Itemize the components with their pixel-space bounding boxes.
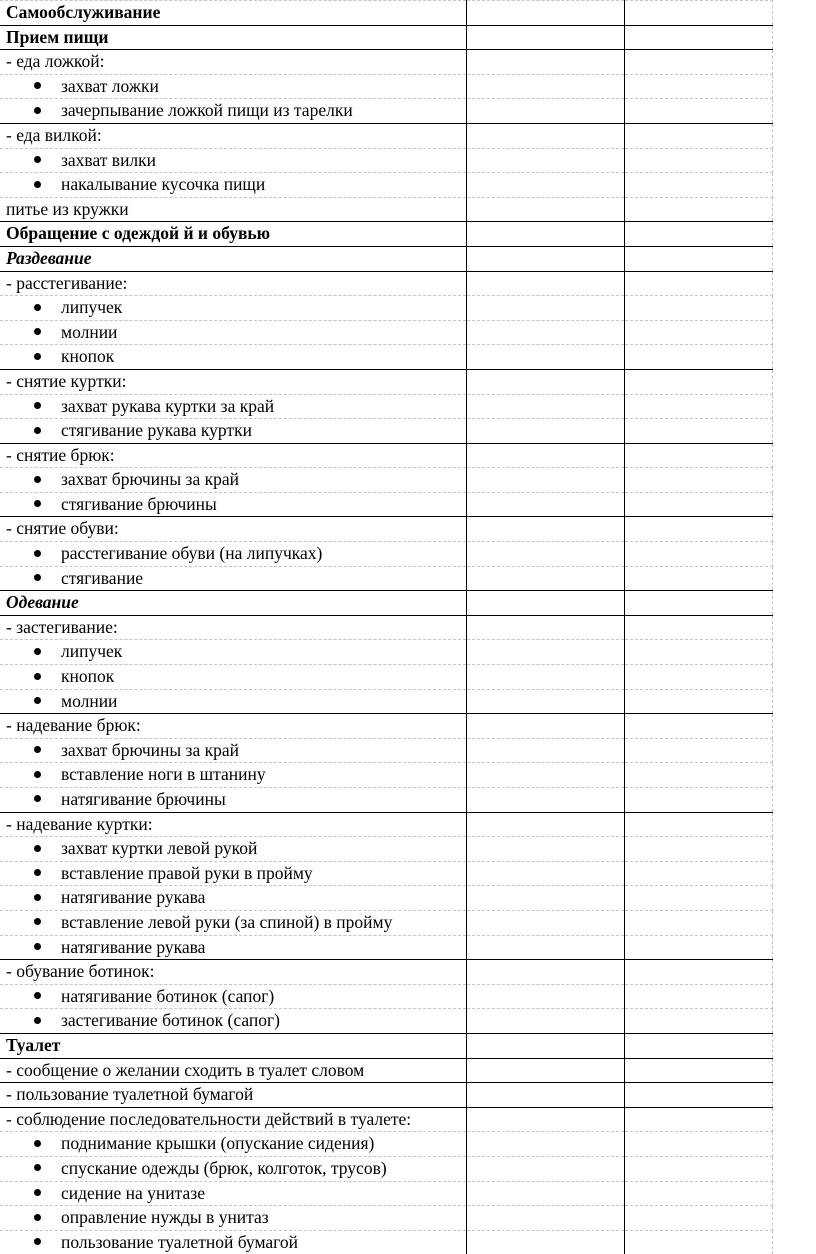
bullet-row [0, 173, 772, 198]
skill-cell [0, 123, 466, 148]
item-row [0, 1107, 772, 1132]
bullet-icon [34, 156, 41, 163]
skill-cell [0, 246, 466, 271]
skill-cell [0, 665, 466, 690]
skill-text: захват брючины за край [61, 740, 239, 760]
skill-cell [0, 443, 466, 468]
mark-cell-2[interactable] [624, 714, 772, 739]
mark-cell-1[interactable] [466, 910, 624, 935]
mark-cell-1[interactable] [466, 492, 624, 517]
skill-text: накалывание кусочка пищи [61, 174, 265, 194]
skill-cell [0, 222, 466, 247]
bullet-row [0, 419, 772, 444]
mark-cell-1[interactable] [466, 222, 624, 247]
item-row [0, 960, 772, 985]
mark-cell-1[interactable] [466, 566, 624, 591]
bullet-row [0, 837, 772, 862]
skill-cell [0, 1058, 466, 1083]
mark-cell-1[interactable] [466, 25, 624, 50]
skill-text: захват ложки [61, 76, 159, 96]
skill-cell [0, 296, 466, 321]
bullet-row [0, 788, 772, 813]
item-row [0, 123, 772, 148]
mark-cell-2[interactable] [624, 296, 772, 321]
bullet-row [0, 861, 772, 886]
skill-text: - пользование туалетной бумагой [6, 1084, 253, 1104]
mark-cell-2[interactable] [624, 517, 772, 542]
skill-cell [0, 320, 466, 345]
mark-cell-2[interactable] [624, 1132, 772, 1157]
item-row [0, 443, 772, 468]
mark-cell-2[interactable] [624, 369, 772, 394]
mark-cell-2[interactable] [624, 689, 772, 714]
mark-cell-2[interactable] [624, 50, 772, 75]
bullet-row [0, 99, 772, 124]
mark-cell-2[interactable] [624, 1, 772, 26]
skill-cell [0, 369, 466, 394]
skill-cell [0, 1009, 466, 1034]
skill-cell [0, 689, 466, 714]
bullet-icon [34, 894, 41, 901]
mark-cell-1[interactable] [466, 197, 624, 222]
skill-text: Одевание [6, 592, 79, 612]
mark-cell-1[interactable] [466, 861, 624, 886]
mark-cell-1[interactable] [466, 517, 624, 542]
bullet-icon [34, 845, 41, 852]
bullet-row [0, 1230, 772, 1254]
mark-cell-1[interactable] [466, 960, 624, 985]
mark-cell-2[interactable] [624, 763, 772, 788]
mark-cell-2[interactable] [624, 1083, 772, 1108]
bullet-icon [34, 1140, 41, 1147]
skill-cell [0, 861, 466, 886]
skill-cell [0, 542, 466, 567]
skill-text: натягивание рукава [61, 937, 205, 957]
skill-text: стягивание брючины [61, 494, 217, 514]
mark-cell-2[interactable] [624, 1009, 772, 1034]
bullet-row [0, 763, 772, 788]
bullet-icon [34, 992, 41, 999]
skill-cell [0, 591, 466, 616]
skill-text: питье из кружки [6, 199, 129, 219]
bullet-icon [34, 500, 41, 507]
skill-cell [0, 1206, 466, 1231]
mark-cell-2[interactable] [624, 320, 772, 345]
skill-cell [0, 566, 466, 591]
bullet-icon [34, 1017, 41, 1024]
skill-text: застегивание ботинок (сапог) [61, 1010, 280, 1030]
skill-text: молнии [61, 322, 117, 342]
bullet-icon [34, 648, 41, 655]
skill-cell [0, 419, 466, 444]
skill-cell [0, 148, 466, 173]
item-row [0, 197, 772, 222]
skill-text: Самообслуживание [6, 2, 160, 22]
bullet-row [0, 1181, 772, 1206]
skill-text: натягивание ботинок (сапог) [61, 986, 274, 1006]
skill-text: кнопок [61, 346, 114, 366]
mark-cell-1[interactable] [466, 1181, 624, 1206]
bullet-icon [34, 82, 41, 89]
bullet-icon [34, 746, 41, 753]
mark-cell-2[interactable] [624, 1107, 772, 1132]
bullet-row [0, 886, 772, 911]
mark-cell-2[interactable] [624, 246, 772, 271]
skill-text: липучек [61, 297, 122, 317]
section-row [0, 1033, 772, 1058]
bullet-row [0, 566, 772, 591]
bullet-row [0, 640, 772, 665]
item-row [0, 812, 772, 837]
skill-text: - застегивание: [6, 617, 118, 637]
skill-cell [0, 615, 466, 640]
mark-cell-2[interactable] [624, 492, 772, 517]
skill-cell [0, 197, 466, 222]
bullet-row [0, 345, 772, 370]
bullet-icon [34, 107, 41, 114]
skill-cell [0, 517, 466, 542]
mark-cell-2[interactable] [624, 1206, 772, 1231]
skill-cell [0, 788, 466, 813]
mark-cell-2[interactable] [624, 419, 772, 444]
mark-cell-2[interactable] [624, 394, 772, 419]
section-row [0, 222, 772, 247]
section-row [0, 1, 772, 26]
skill-cell [0, 960, 466, 985]
mark-cell-2[interactable] [624, 886, 772, 911]
bullet-icon [34, 697, 41, 704]
skill-text: - снятие брюк: [6, 445, 115, 465]
bullet-icon [34, 353, 41, 360]
skill-cell [0, 738, 466, 763]
skill-cell [0, 763, 466, 788]
skill-cell [0, 1083, 466, 1108]
bullet-icon [34, 673, 41, 680]
skill-text: - снятие куртки: [6, 371, 126, 391]
bullet-row [0, 320, 772, 345]
skill-cell [0, 468, 466, 493]
mark-cell-2[interactable] [624, 271, 772, 296]
mark-cell-2[interactable] [624, 738, 772, 763]
mark-cell-1[interactable] [466, 665, 624, 690]
skill-text: натягивание рукава [61, 887, 205, 907]
bullet-row [0, 738, 772, 763]
skill-cell [0, 910, 466, 935]
mark-cell-1[interactable] [466, 468, 624, 493]
bullet-row [0, 910, 772, 935]
mark-cell-1[interactable] [466, 788, 624, 813]
skill-cell [0, 1, 466, 26]
mark-cell-1[interactable] [466, 148, 624, 173]
mark-cell-1[interactable] [466, 369, 624, 394]
skill-text: спускание одежды (брюк, колготок, трусов) [61, 1158, 387, 1178]
bullet-row [0, 1206, 772, 1231]
skills-table-body [0, 1, 772, 1254]
bullet-row [0, 148, 772, 173]
skill-text: сидение на унитазе [61, 1183, 205, 1203]
mark-cell-2[interactable] [624, 1058, 772, 1083]
bullet-icon [34, 574, 41, 581]
mark-cell-2[interactable] [624, 665, 772, 690]
mark-cell-2[interactable] [624, 615, 772, 640]
item-row [0, 369, 772, 394]
mark-cell-1[interactable] [466, 296, 624, 321]
skill-text: молнии [61, 691, 117, 711]
mark-cell-1[interactable] [466, 443, 624, 468]
mark-cell-2[interactable] [624, 542, 772, 567]
skill-cell [0, 345, 466, 370]
mark-cell-2[interactable] [624, 1230, 772, 1254]
skill-text: захват вилки [61, 150, 156, 170]
mark-cell-1[interactable] [466, 320, 624, 345]
mark-cell-2[interactable] [624, 1181, 772, 1206]
bullet-icon [34, 1214, 41, 1221]
skill-cell [0, 25, 466, 50]
bullet-icon [34, 328, 41, 335]
mark-cell-2[interactable] [624, 173, 772, 198]
item-row [0, 1083, 772, 1108]
skill-cell [0, 99, 466, 124]
skill-text: - сообщение о желании сходить в туалет словом [6, 1060, 364, 1080]
bullet-icon [34, 402, 41, 409]
skill-text: - снятие обуви: [6, 518, 119, 538]
skill-text: пользование туалетной бумагой [61, 1232, 298, 1252]
mark-cell-1[interactable] [466, 1033, 624, 1058]
mark-cell-1[interactable] [466, 1132, 624, 1157]
bullet-row [0, 1009, 772, 1034]
bullet-icon [34, 476, 41, 483]
bullet-icon [34, 1189, 41, 1196]
bullet-icon [34, 304, 41, 311]
mark-cell-1[interactable] [466, 615, 624, 640]
mark-cell-2[interactable] [624, 591, 772, 616]
bullet-row [0, 689, 772, 714]
skill-text: зачерпывание ложкой пищи из тарелки [61, 100, 353, 120]
skill-cell [0, 492, 466, 517]
skill-cell [0, 271, 466, 296]
bullet-icon [34, 918, 41, 925]
mark-cell-1[interactable] [466, 640, 624, 665]
mark-cell-1[interactable] [466, 738, 624, 763]
mark-cell-1[interactable] [466, 1, 624, 26]
skill-text: натягивание брючины [61, 789, 226, 809]
skill-cell [0, 984, 466, 1009]
skill-text: - надевание брюк: [6, 715, 141, 735]
bullet-row [0, 935, 772, 960]
skill-cell [0, 394, 466, 419]
skill-text: - еда вилкой: [6, 125, 102, 145]
mark-cell-1[interactable] [466, 246, 624, 271]
skill-text: липучек [61, 641, 122, 661]
skill-text: расстегивание обуви (на липучках) [61, 543, 322, 563]
mark-cell-1[interactable] [466, 837, 624, 862]
mark-cell-1[interactable] [466, 123, 624, 148]
bullet-icon [34, 795, 41, 802]
mark-cell-1[interactable] [466, 74, 624, 99]
skill-text: поднимание крышки (опускание сидения) [61, 1133, 374, 1153]
bullet-icon [34, 550, 41, 557]
item-row [0, 271, 772, 296]
skill-text: кнопок [61, 666, 114, 686]
skill-text: захват рукава куртки за край [61, 396, 274, 416]
mark-cell-2[interactable] [624, 566, 772, 591]
skill-text: Обращение с одеждой й и обувью [6, 223, 270, 243]
mark-cell-1[interactable] [466, 1206, 624, 1231]
mark-cell-1[interactable] [466, 714, 624, 739]
mark-cell-1[interactable] [466, 271, 624, 296]
mark-cell-1[interactable] [466, 1107, 624, 1132]
mark-cell-2[interactable] [624, 640, 772, 665]
skill-text: оправление нужды в унитаз [61, 1207, 269, 1227]
bullet-row [0, 542, 772, 567]
mark-cell-2[interactable] [624, 984, 772, 1009]
mark-cell-2[interactable] [624, 935, 772, 960]
bullet-row [0, 468, 772, 493]
bullet-icon [34, 1164, 41, 1171]
mark-cell-1[interactable] [466, 173, 624, 198]
skill-cell [0, 1156, 466, 1181]
mark-cell-2[interactable] [624, 148, 772, 173]
bullet-row [0, 1132, 772, 1157]
mark-cell-2[interactable] [624, 468, 772, 493]
mark-cell-1[interactable] [466, 542, 624, 567]
mark-cell-1[interactable] [466, 591, 624, 616]
section-row [0, 25, 772, 50]
mark-cell-2[interactable] [624, 123, 772, 148]
mark-cell-1[interactable] [466, 1156, 624, 1181]
skill-cell [0, 812, 466, 837]
skill-cell [0, 1230, 466, 1254]
mark-cell-2[interactable] [624, 910, 772, 935]
skill-text: захват куртки левой рукой [61, 838, 257, 858]
skill-text: - еда ложкой: [6, 51, 105, 71]
mark-cell-1[interactable] [466, 50, 624, 75]
skill-cell [0, 1132, 466, 1157]
skill-text: Раздевание [6, 248, 91, 268]
bullet-icon [34, 181, 41, 188]
mark-cell-2[interactable] [624, 74, 772, 99]
skill-text: - соблюдение последовательности действий в туалете: [6, 1109, 411, 1129]
skill-cell [0, 886, 466, 911]
mark-cell-1[interactable] [466, 1083, 624, 1108]
item-row [0, 615, 772, 640]
mark-cell-2[interactable] [624, 99, 772, 124]
mark-cell-2[interactable] [624, 345, 772, 370]
skill-cell [0, 837, 466, 862]
skill-text: вставление правой руки в пройму [61, 863, 313, 883]
mark-cell-1[interactable] [466, 1230, 624, 1254]
mark-cell-1[interactable] [466, 812, 624, 837]
section-row [0, 591, 772, 616]
mark-cell-1[interactable] [466, 935, 624, 960]
mark-cell-2[interactable] [624, 197, 772, 222]
skill-text: - обувание ботинок: [6, 961, 155, 981]
skill-cell [0, 1033, 466, 1058]
bullet-icon [34, 427, 41, 434]
bullet-row [0, 665, 772, 690]
mark-cell-1[interactable] [466, 886, 624, 911]
mark-cell-2[interactable] [624, 960, 772, 985]
skill-text: - расстегивание: [6, 273, 127, 293]
skill-text: стягивание [61, 568, 143, 588]
bullet-row [0, 296, 772, 321]
skill-cell [0, 714, 466, 739]
mark-cell-1[interactable] [466, 984, 624, 1009]
bullet-icon [34, 869, 41, 876]
bullet-row [0, 1156, 772, 1181]
mark-cell-1[interactable] [466, 763, 624, 788]
mark-cell-1[interactable] [466, 1009, 624, 1034]
item-row [0, 714, 772, 739]
bullet-row [0, 74, 772, 99]
mark-cell-1[interactable] [466, 689, 624, 714]
bullet-icon [34, 771, 41, 778]
skill-cell [0, 640, 466, 665]
bullet-row [0, 984, 772, 1009]
section-row [0, 246, 772, 271]
skill-text: - надевание куртки: [6, 814, 153, 834]
bullet-icon [34, 1238, 41, 1245]
mark-cell-2[interactable] [624, 1033, 772, 1058]
mark-cell-2[interactable] [624, 812, 772, 837]
skill-text: Прием пищи [6, 27, 109, 47]
skill-cell [0, 1181, 466, 1206]
mark-cell-2[interactable] [624, 222, 772, 247]
skill-text: вставление ноги в штанину [61, 764, 266, 784]
mark-cell-2[interactable] [624, 443, 772, 468]
skill-text: захват брючины за край [61, 469, 239, 489]
mark-cell-2[interactable] [624, 1156, 772, 1181]
bullet-icon [34, 943, 41, 950]
mark-cell-1[interactable] [466, 99, 624, 124]
bullet-row [0, 394, 772, 419]
item-row [0, 517, 772, 542]
item-row [0, 50, 772, 75]
bullet-row [0, 492, 772, 517]
item-row [0, 1058, 772, 1083]
skill-cell [0, 50, 466, 75]
skill-cell [0, 1107, 466, 1132]
mark-cell-1[interactable] [466, 394, 624, 419]
mark-cell-1[interactable] [466, 419, 624, 444]
mark-cell-2[interactable] [624, 861, 772, 886]
mark-cell-1[interactable] [466, 1058, 624, 1083]
skill-cell [0, 173, 466, 198]
skill-text: стягивание рукава куртки [61, 420, 252, 440]
skill-cell [0, 935, 466, 960]
skill-text: Туалет [6, 1035, 60, 1055]
mark-cell-1[interactable] [466, 345, 624, 370]
skill-text: вставление левой руки (за спиной) в пройму [61, 912, 392, 932]
mark-cell-2[interactable] [624, 788, 772, 813]
mark-cell-2[interactable] [624, 837, 772, 862]
mark-cell-2[interactable] [624, 25, 772, 50]
skill-cell [0, 74, 466, 99]
